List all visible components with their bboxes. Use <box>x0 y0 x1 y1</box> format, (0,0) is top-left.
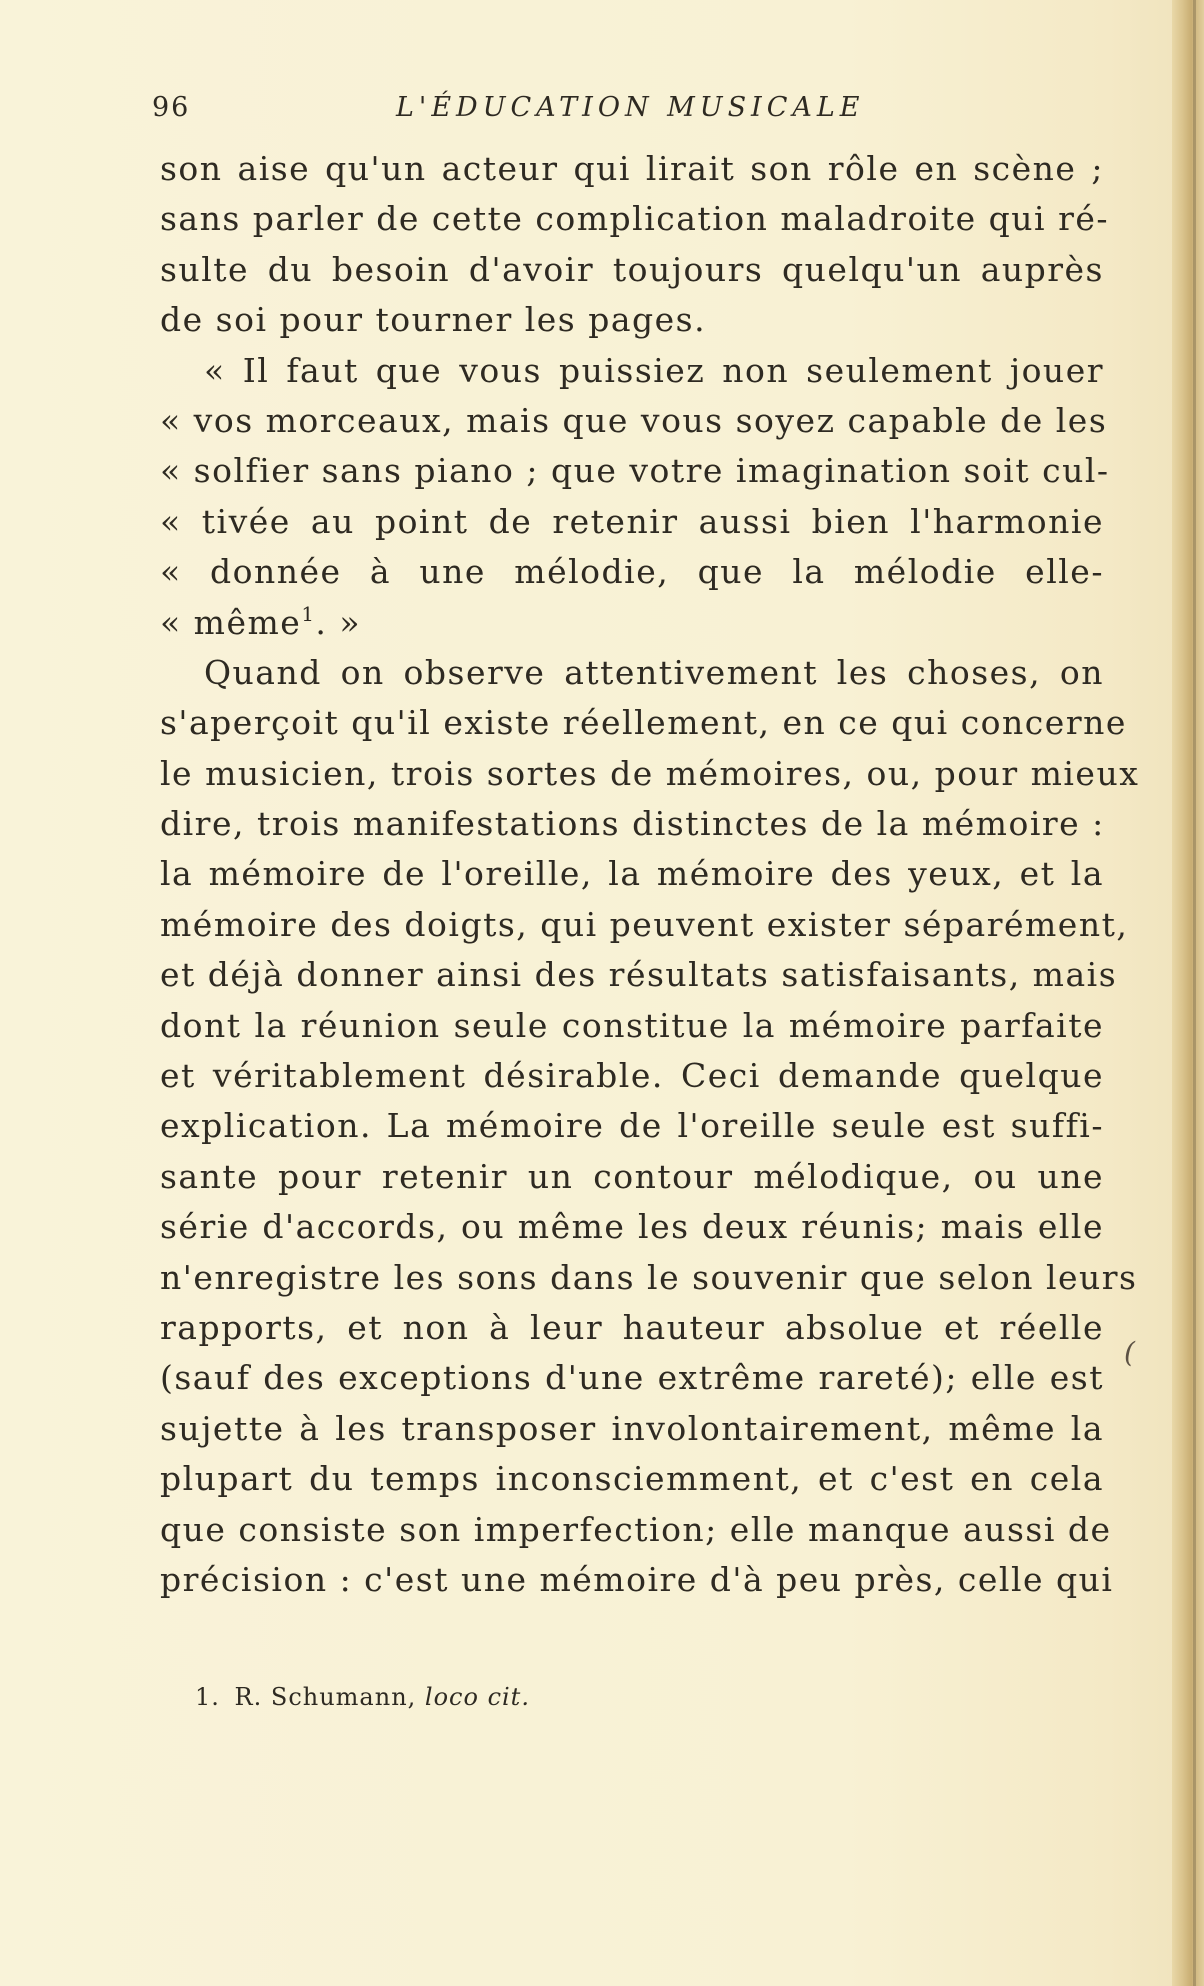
text-line: la mémoire de l'oreille, la mémoire des yeux, et la <box>160 854 1104 894</box>
text-line: rapports, et non à leur hauteur absolue et réelle <box>160 1307 1104 1347</box>
text-line: le musicien, trois sortes de mémoires, ou, pour mieux <box>160 753 1140 793</box>
page-number: 96 <box>152 92 191 123</box>
text-line: « tivée au point de retenir aussi bien l'harmonie <box>160 501 1104 541</box>
quote-end-text: « même <box>160 602 302 642</box>
running-head <box>152 86 872 126</box>
footnote-citation: loco cit. <box>424 1683 530 1711</box>
text-line: dont la réunion seule constitue la mémoire parfaite <box>160 1005 1104 1045</box>
text-line: et véritablement désirable. Ceci demande quelque <box>160 1056 1104 1096</box>
text-line: explication. La mémoire de l'oreille seule est suffi- <box>160 1106 1104 1146</box>
text-line: « solfier sans piano ; que votre imagination soit cul- <box>160 451 1110 491</box>
text-line: « vos morceaux, mais que vous soyez capable de les <box>160 400 1108 440</box>
text-line: (sauf des exceptions d'une extrême rareté); elle est <box>160 1358 1104 1398</box>
page-gutter <box>1172 0 1204 1986</box>
text-line: n'enregistre les sons dans le souvenir que selon leurs <box>160 1257 1138 1297</box>
running-title: L'ÉDUCATION MUSICALE <box>396 92 865 123</box>
text-line: mémoire des doigts, qui peuvent exister séparément, <box>160 904 1129 944</box>
text-line: sante pour retenir un contour mélodique, ou une <box>160 1156 1104 1196</box>
footnote <box>195 1683 530 1711</box>
text-line: s'aperçoit qu'il existe réellement, en ce qui concerne <box>160 703 1127 743</box>
margin-mark: ( <box>1124 1336 1135 1369</box>
quote-end-close: . » <box>315 602 362 642</box>
text-line: de soi pour tourner les pages. <box>160 300 707 340</box>
text-line: son aise qu'un acteur qui lirait son rôle en scène ; <box>160 149 1104 188</box>
text-line: « Il faut que vous puissiez non seulement jouer <box>204 350 1104 390</box>
text-line: plupart du temps inconsciemment, et c'est en cela <box>160 1459 1104 1499</box>
text-line: sans parler de cette complication maladroite qui ré- <box>160 199 1110 239</box>
footnote-author: R. Schumann, <box>234 1683 417 1711</box>
text-line: que consiste son imperfection; elle manque aussi de <box>160 1509 1112 1549</box>
footnote-ref: 1 <box>301 602 316 626</box>
text-line: sulte du besoin d'avoir toujours quelqu'un auprès <box>160 249 1104 289</box>
footnote-number: 1. <box>195 1683 220 1711</box>
text-line: sujette à les transposer involontairement, même la <box>160 1408 1104 1448</box>
binding-edge <box>1193 0 1196 1986</box>
text-line: « donnée à une mélodie, que la mélodie elle- <box>160 552 1104 592</box>
text-line: dire, trois manifestations distinctes de la mémoire : <box>160 804 1105 844</box>
body-text <box>160 144 1140 1605</box>
quote-end-line <box>160 598 1104 648</box>
text-line: précision : c'est une mémoire d'à peu près, celle qui <box>160 1559 1114 1599</box>
text-line: série d'accords, ou même les deux réunis; mais elle <box>160 1207 1104 1247</box>
text-line: et déjà donner ainsi des résultats satisfaisants, mais <box>160 955 1118 995</box>
text-line: Quand on observe attentivement les choses, on <box>204 652 1104 692</box>
